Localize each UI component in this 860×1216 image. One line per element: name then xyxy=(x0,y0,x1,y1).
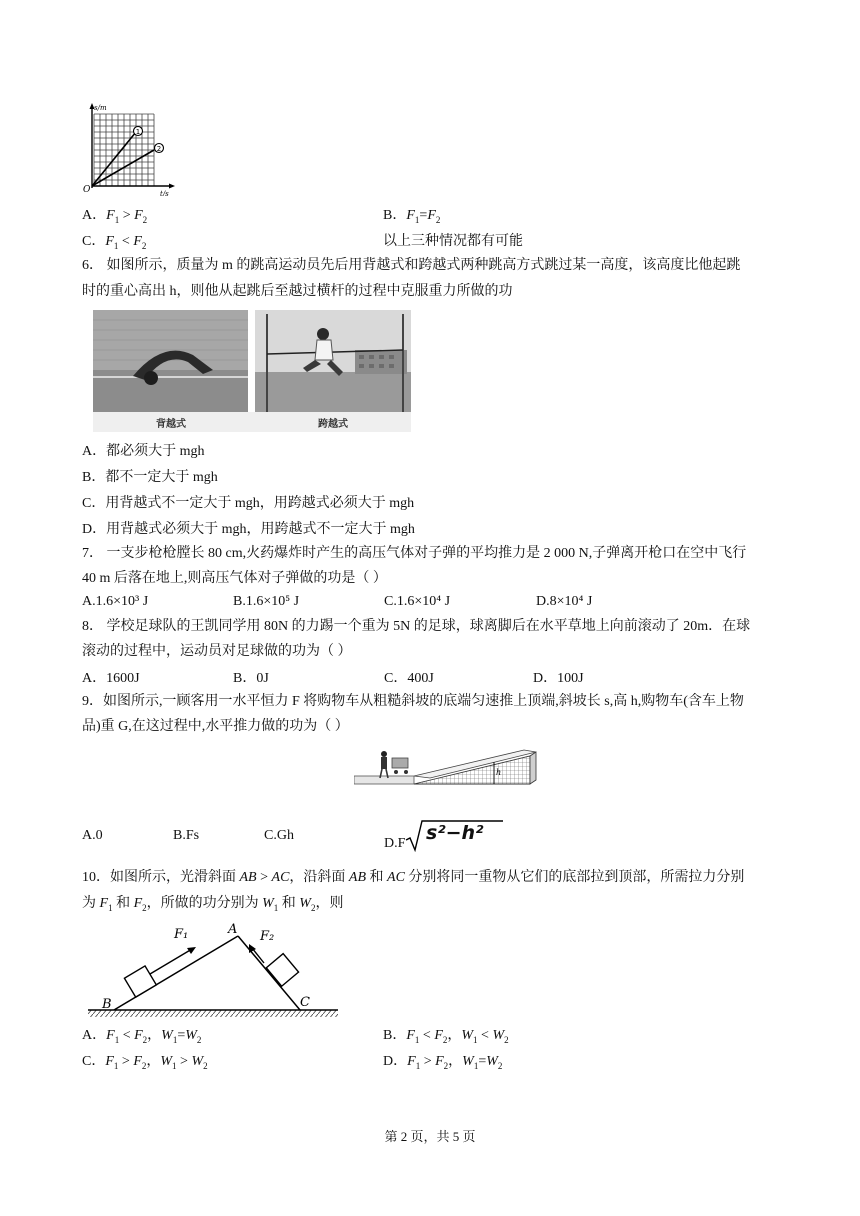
q5-option-b: B．$F_1=F_2$ xyxy=(383,208,441,225)
q5-line2-label: 2 xyxy=(156,145,162,153)
q8-option-c: C．400J xyxy=(384,671,434,686)
q10-label-b: B xyxy=(102,997,112,1012)
q6-option-a: A．都必须大于 mgh xyxy=(82,444,205,459)
q6-photos xyxy=(93,310,411,432)
q9-option-d-label: D.F xyxy=(384,836,406,852)
q6-stem-line1: 6． 如图所示，质量为 m 的跳高运动员先后用背越式和跨越式两种跳高方式跳过某一高度，该高度比他起跳 xyxy=(82,258,741,273)
q7-option-a: A.1.6×10³ J xyxy=(82,594,149,609)
q8-option-d: D．100J xyxy=(533,671,584,686)
q8-stem-line1: 8． 学校足球队的王凯同学用 80N 的力踢一个重为 5N 的足球，球离脚后在水平草地上向前滚动了 20m．在球 xyxy=(82,619,751,634)
q5-option-a: A．$F_1 > F_2$ xyxy=(82,208,148,225)
q9-option-a: A.0 xyxy=(82,828,103,843)
q9-option-d xyxy=(384,820,505,852)
q9-sqrt-expression: s²−h² xyxy=(426,822,484,844)
q5-option-c: C．$F_1 < F_2$ xyxy=(82,234,147,251)
q9-option-b: B.Fs xyxy=(173,828,200,843)
q10-label-c: C xyxy=(300,995,310,1010)
q7-stem-line1: 7． 一支步枪枪膛长 80 cm,火药爆炸时产生的高压气体对子弹的平均推力是 2 000 N,子弹离开枪口在空中飞行 xyxy=(82,546,747,561)
q5-origin: O xyxy=(83,185,91,195)
q9-slope-h-label: h xyxy=(496,768,502,777)
q7-option-d: D.8×10⁴ J xyxy=(536,594,593,609)
q10-option-d: D．$F_1 > F_2$，$W_1=W_2$ xyxy=(383,1054,503,1071)
q6-option-c: C．用背越式不一定大于 mgh，用跨越式必须大于 mgh xyxy=(82,496,415,511)
q6-caption-left: 背越式 xyxy=(156,419,186,430)
q5-line1-label: 1 xyxy=(135,128,141,136)
q8-option-a: A．1600J xyxy=(82,671,140,686)
q5-graph xyxy=(80,100,180,196)
q8-stem-line2: 滚动的过程中，运动员对足球做的功为（ ） xyxy=(82,644,352,659)
q10-label-f1: F₁ xyxy=(174,927,189,942)
q10-stem-line1: 10．如图所示，光滑斜面 AB > AC，沿斜面 AB 和 AC 分别将同一重物从它们的底部拉到顶部，所需拉力分别 xyxy=(82,870,745,885)
q6-option-d: D．用背越式必须大于 mgh，用跨越式不一定大于 mgh xyxy=(82,522,415,537)
q7-stem-line2: 40 m 后落在地上,则高压气体对子弹做的功是（ ） xyxy=(82,571,387,586)
q10-incline-figure xyxy=(88,918,340,1020)
q10-label-f2: F₂ xyxy=(260,929,275,944)
q7-option-c: C.1.6×10⁴ J xyxy=(384,594,451,609)
q5-y-label: s/m xyxy=(94,104,107,112)
q10-option-a: A．$F_1 < F_2$，$W_1=W_2$ xyxy=(82,1028,202,1045)
q5-x-label: t/s xyxy=(160,190,169,196)
q9-slope-figure xyxy=(354,742,544,790)
q9-option-c: C.Gh xyxy=(264,828,294,843)
q10-stem-line2: 为 $F_1$ 和 $F_2$，所做的功分别为 $W_1$ 和 $W_2$，则 xyxy=(82,896,344,913)
q9-stem-line2: 品)重 G,在这过程中,水平推力做的功为（ ） xyxy=(82,719,349,734)
q7-option-b: B.1.6×10⁵ J xyxy=(233,594,300,609)
q10-label-a: A xyxy=(228,922,238,937)
q10-option-c: C．$F_1 > F_2$，$W_1 > W_2$ xyxy=(82,1054,208,1071)
q6-stem-line2: 时的重心高出 h，则他从起跳后至越过横杆的过程中克服重力所做的功 xyxy=(82,284,513,299)
q10-option-b: B．$F_1 < F_2$，$W_1 < W_2$ xyxy=(383,1028,509,1045)
q6-caption-right: 跨越式 xyxy=(318,419,348,430)
q9-stem-line1: 9．如图所示,一顾客用一水平恒力 F 将购物车从粗糙斜坡的底端匀速推上顶端,斜坡长 s,高 h,购物车(含车上物 xyxy=(82,694,744,709)
q5-option-d: 以上三种情况都有可能 xyxy=(383,234,523,249)
q8-option-b: B．0J xyxy=(233,671,269,686)
q6-option-b: B．都不一定大于 mgh xyxy=(82,470,218,485)
page-footer: 第 2 页，共 5 页 xyxy=(384,1129,476,1144)
